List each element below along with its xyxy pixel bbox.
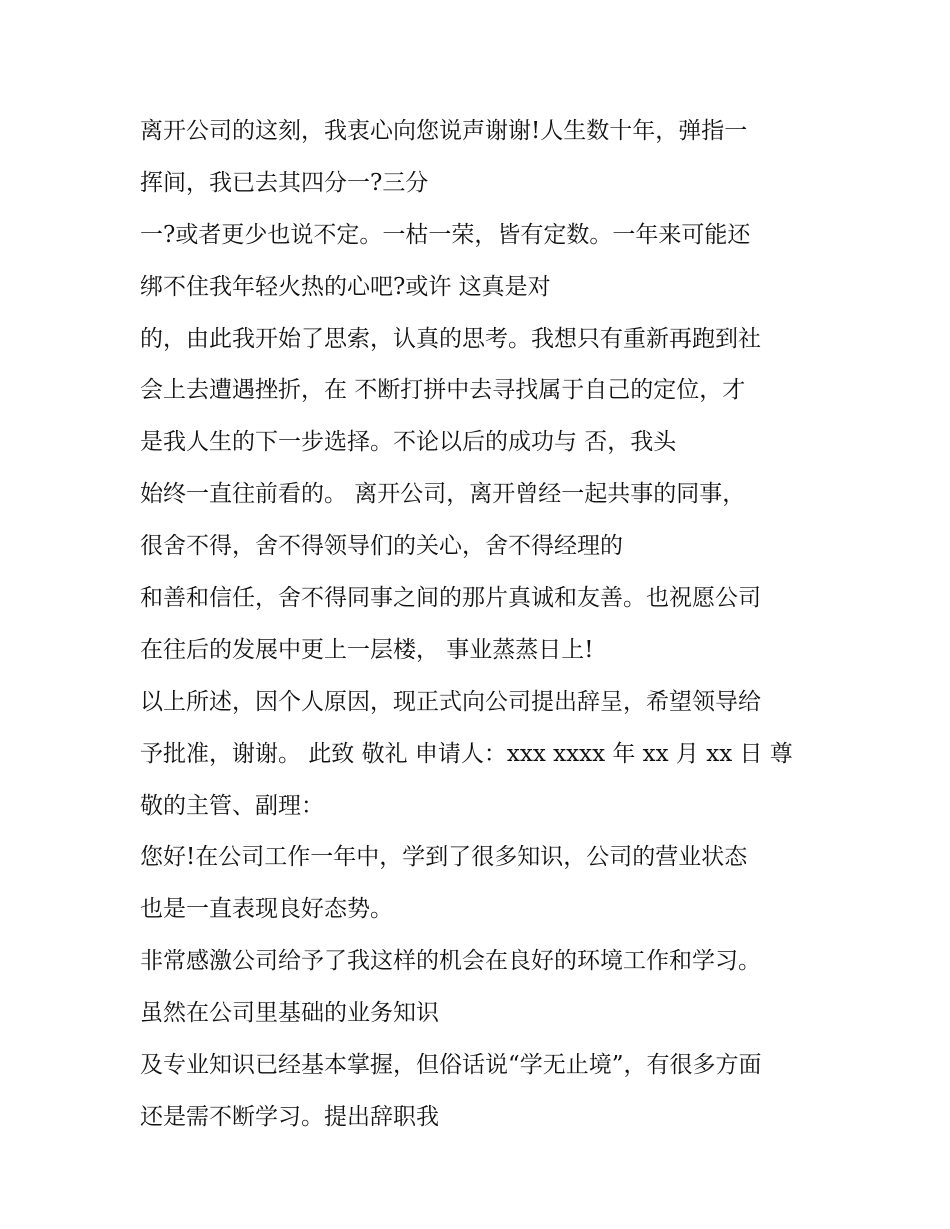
text-line: 挥间，我已去其四分一?三分 [140, 169, 429, 196]
text-line: 也是一直表现良好态势。 [140, 896, 393, 923]
text-line: 在往后的发展中更上一层楼， 事业蒸蒸日上! [140, 636, 594, 663]
text-line: 还是需不断学习。提出辞职我 [140, 1103, 439, 1130]
text-line: 一?或者更少也说不定。一枯一荣，皆有定数。一年来可能还 [140, 221, 751, 248]
text-line: 及专业知识已经基本掌握，但俗话说“学无止境”，有很多方面 [140, 1052, 762, 1079]
text-line: 非常感激公司给予了我这样的机会在良好的环境工作和学习。 [140, 948, 761, 975]
text-line: 虽然在公司里基础的业务知识 [140, 1000, 439, 1027]
text-line: 您好!在公司工作一年中，学到了很多知识，公司的营业状态 [140, 844, 748, 871]
document-body [140, 106, 830, 1144]
text-line: 和善和信任，舍不得同事之间的那片真诚和友善。也祝愿公司 [140, 585, 761, 612]
text-line: 予批准，谢谢。 此致 敬礼 申请人：xxx xxxx 年 xx 月 xx 日 尊 [140, 740, 793, 767]
text-line: 始终一直往前看的。 离开公司，离开曾经一起共事的同事， [140, 481, 746, 508]
text-line: 很舍不得，舍不得领导们的关心，舍不得经理的 [140, 533, 623, 560]
text-line: 会上去遭遇挫折，在 不断打拼中去寻找属于自己的定位，才 [140, 377, 746, 404]
text-line: 离开公司的这刻，我衷心向您说声谢谢!人生数十年，弹指一 [140, 118, 748, 144]
text-line: 的，由此我开始了思索，认真的思考。我想只有重新再跑到社 [140, 325, 761, 352]
text-line: 是我人生的下一步选择。不论以后的成功与 否，我头 [140, 429, 677, 456]
text-line: 敬的主管、副理： [140, 792, 324, 819]
text-line: 绑不住我年轻火热的心吧?或许 这真是对 [140, 273, 551, 300]
text-line: 以上所述，因个人原因，现正式向公司提出辞呈，希望领导给 [140, 688, 761, 715]
